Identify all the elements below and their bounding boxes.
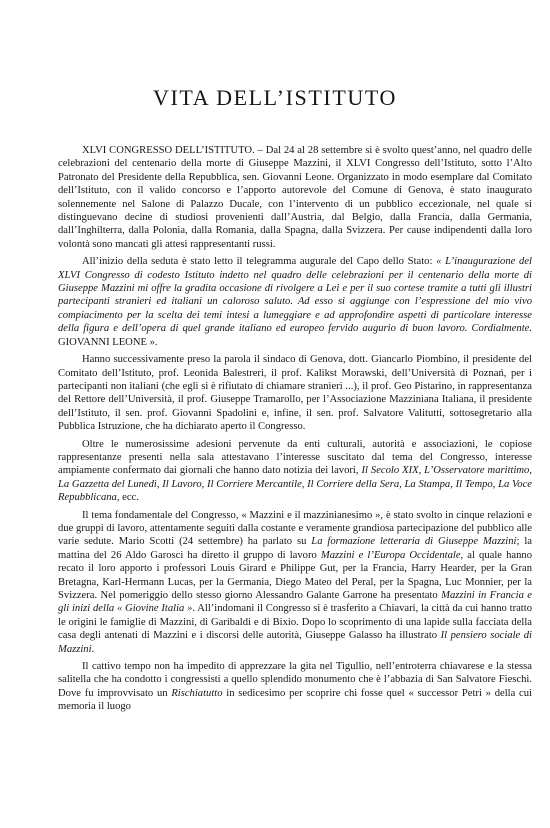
paragraph <box>58 660 532 714</box>
paragraph <box>58 438 532 505</box>
text-run: GIOVANNI LEONE ». <box>58 336 158 348</box>
italic-text: Rischiatutto <box>171 687 223 699</box>
text-run: ; la mattina del 26 Aldo Garosci ha diretto il gruppo di lavoro <box>58 536 532 561</box>
paragraph <box>58 144 532 251</box>
text-run: in sedicesimo per scoprire chi fosse quel « successor Petri » della cui memoria il luogo <box>58 687 532 713</box>
page-title: VITA DELL’ISTITUTO <box>153 85 397 110</box>
italic-text: Mazzini in Francia e gli inizi della « Giovine Italia » <box>58 590 532 615</box>
text-run: Il cattivo tempo non ha impedito di apprezzare la gita nel Tigullio, nell’entroterra chiavarese e la stessa salitella che ha condotto i congressisti a quello splendido monumento che è l’abbazia di San Salvatore Fieschi. Dove fu improvvisato un <box>58 661 532 699</box>
article-body <box>58 144 532 718</box>
text-run: . <box>91 643 95 655</box>
italic-text: Mazzini e l’Europa Occidentale <box>320 549 461 561</box>
text-run: Il tema fondamentale del Congresso, « Mazzini e il mazzinianesimo », è stato svolto in cinque relazioni e due gruppi di lavoro, attentamente seguiti dalla costante e veramente grandiosa partecipazione del pubblico alle varie sedute. Mario Scotti (24 settembre) ha parlato su <box>58 509 532 548</box>
text-run: Oltre le numerosissime adesioni pervenute da enti culturali, autorità e associazioni, le copiose rappresentanze presenti nella sala attestavano l’interesse suscitato dal tema del Congresso, interesse ampiamente confermato dai giornali che hanno dato notizia dei lavori, <box>58 438 532 477</box>
text-run: Dal 24 al 28 settembre si è svolto quest’anno, nel quadro delle celebrazioni del centenario della morte di Giuseppe Mazzini, il XLVI Congresso dell’Istituto, sotto l’Alto Patronato del Presidente della Repubblica, sen. Giovanni Leone. Organizzato in modo esemplare dal Comitato dell’Istituto, con il valido concorso e l’apporto autorevole del Comune di Genova, è stato inaugurato solennemente nel Salone di Palazzo Ducale, con l’intervento di un pubblico eccezionale, nel quale si distinguevano decine di studiosi provenienti dall’Austria, dal Belgio, dalla Francia, dalla Germania, dall’Inghilterra, dalla Polonia, dalla Romania, dalla Spagna, dalla Svizzera. Per cause indipendenti dalla loro volontà sono mancati gli attesi rappresentanti russi. <box>58 145 533 250</box>
text-run: All’inizio della seduta è stato letto il telegramma augurale del Capo dello Stato: <box>82 256 437 268</box>
italic-text: Il Secolo XIX, L’Osservatore marittimo, La Gazzetta del Lunedì, Il Lavoro, Il Corriere Mercantile, Il Corriere della Sera, La Stampa, Il Tempo, La Voce Repubblicana <box>58 465 532 504</box>
paragraph <box>58 509 532 656</box>
paragraph <box>58 255 532 349</box>
text-run: , ecc. <box>116 492 139 504</box>
italic-text: La formazione letteraria di Giuseppe Mazzini <box>311 536 517 548</box>
text-run: Hanno successivamente preso la parola il sindaco di Genova, dott. Giancarlo Piombino, il presidente del Comitato dell’Istituto, prof. Leonida Balestreri, il prof. Kalikst Morawski, dell’Università di Poznań, per i partecipanti non italiani (che egli si è rifiutato di chiamare stranieri ...), il prof. Geo Pistarino, in rappresentanza del Rettore dell’Università, il prof. Giuseppe Tramarollo, per l’Associazione Mazziniana Italiana, il presidente dell’Istituto, il sen. prof. Giovanni Spadolini e, infine, il sen. prof. Salvatore Valitutti, sottosegretario alla Pubblica Istruzione, che ha dichiarato aperto il Congresso. <box>58 354 532 433</box>
text-run: . All’indomani il Congresso si è trasferito a Chiavari, la città da cui hanno tratto le origini le famiglie di Mazzini, di Garibaldi e di Bixio. Dopo lo scoprimento di una lapide sulla facciata della casa degli antenati di Mazzini e i discorsi delle autorità, Giuseppe Galasso ha illustrato <box>58 603 532 642</box>
text-run: XLVI CONGRESSO DELL’ISTITUTO. – <box>82 145 266 156</box>
italic-text: Il pensiero sociale di Mazzini <box>58 630 533 655</box>
text-run: , al quale hanno recato il loro apporto i professori Louis Girard e Philippe Gut, per la Francia, Harry Hearder, per la Gran Bretagna, Karl-Hermann Lucas, per la Germania, Diego Mateo del Peral, per la Spagna, Luc Monnier, per la Svizzera. Nel pomeriggio dello stesso giorno Alessandro Galante Garrone ha presentato <box>58 549 532 601</box>
italic-text: « L’inaugurazione del XLVI Congresso di codesto Istituto indetto nel quadro delle celebrazioni per il centenario della morte di Giuseppe Mazzini mi offre la gradita occasione di rivolgere a Lei e per il suo cortese tramite a tutti gli illustri partecipanti stranieri ed italiani un caloroso saluto. Ad esso si aggiunge con l’espressione del mio vivo compiacimento per la scelta dei temi intesi a lumeggiare e ad approfondire aspetti di particolare interesse della figura e dell’opera di quel grande italiano ed europeo fervido augurio di buon lavoro. Cordialmente. <box>58 256 532 335</box>
paragraph <box>58 353 532 433</box>
